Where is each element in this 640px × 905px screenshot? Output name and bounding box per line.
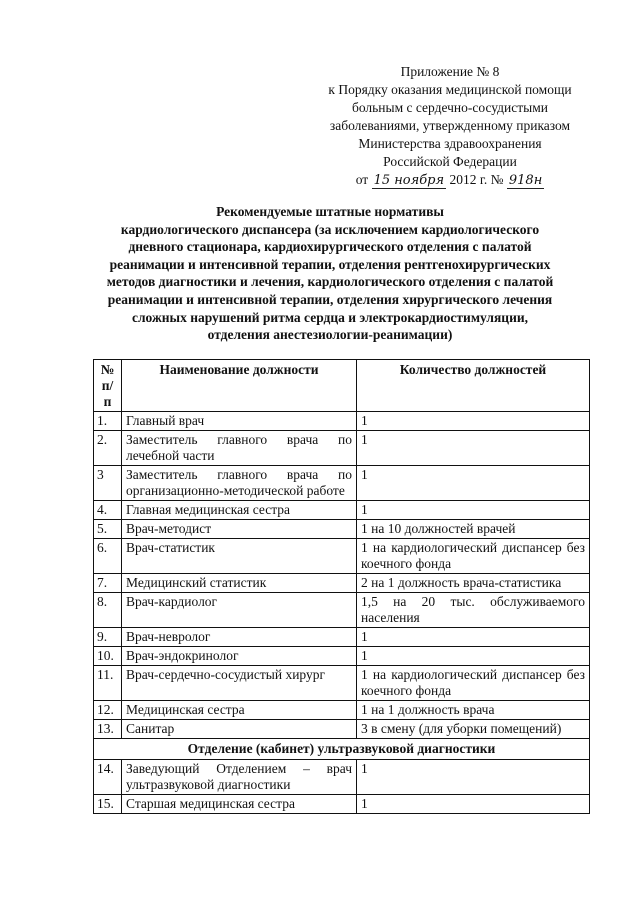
header-num	[94, 360, 122, 412]
title-line: реанимации и интенсивной терапии, отделения рентгенохирургических	[109, 256, 551, 272]
table-row	[94, 520, 590, 539]
table-row	[94, 412, 590, 431]
position-name: Заместитель главного врача по лечебной части	[122, 431, 357, 466]
header-num-pp: п/п	[101, 378, 114, 409]
row-number: 9.	[94, 628, 122, 647]
appendix-header	[300, 63, 600, 190]
position-quantity: 1	[357, 628, 590, 647]
table-row	[94, 666, 590, 701]
position-quantity: 1	[357, 412, 590, 431]
table-header-row	[94, 360, 590, 412]
table-row	[94, 701, 590, 720]
position-name: Заместитель главного врача по организационно-методической работе	[122, 466, 357, 501]
position-quantity: 2 на 1 должность врача-статистика	[357, 574, 590, 593]
title-line: сложных нарушений ритма сердца и электрокардиостимуляции,	[131, 309, 529, 325]
appendix-line: к Порядку оказания медицинской помощи	[328, 82, 572, 97]
table-row	[94, 760, 590, 795]
table-row	[94, 593, 590, 628]
position-name: Врач-невролог	[122, 628, 357, 647]
row-number: 13.	[94, 720, 122, 739]
appendix-line: больным с сердечно-сосудистыми	[351, 100, 549, 115]
position-name: Старшая медицинская сестра	[122, 795, 357, 814]
row-number: 15.	[94, 795, 122, 814]
table-body	[94, 412, 590, 739]
position-name: Медицинский статистик	[122, 574, 357, 593]
position-quantity: 1	[357, 501, 590, 520]
table-row	[94, 501, 590, 520]
section-row	[94, 739, 590, 760]
row-number: 12.	[94, 701, 122, 720]
position-name: Врач-методист	[122, 520, 357, 539]
header-position: Наименование должности	[122, 360, 357, 412]
row-number: 3	[94, 466, 122, 501]
order-date-line	[300, 171, 600, 190]
position-quantity: 1	[357, 760, 590, 795]
table-row	[94, 647, 590, 666]
position-name: Главный врач	[122, 412, 357, 431]
table-row	[94, 466, 590, 501]
position-quantity: 1	[357, 431, 590, 466]
position-name: Медицинская сестра	[122, 701, 357, 720]
handwritten-date: 15 ноября	[373, 173, 445, 188]
section-title: Отделение (кабинет) ультразвуковой диагностики	[94, 739, 590, 760]
position-quantity: 1 на кардиологический диспансер без коечного фонда	[357, 666, 590, 701]
position-name: Заведующий Отделением – врач ультразвуковой диагностики	[122, 760, 357, 795]
position-quantity: 3 в смену (для уборки помещений)	[357, 720, 590, 739]
position-name: Врач-эндокринолог	[122, 647, 357, 666]
table-row	[94, 720, 590, 739]
row-number: 10.	[94, 647, 122, 666]
appendix-line: заболеваниями, утвержденному приказом	[329, 118, 571, 133]
staffing-table	[93, 359, 590, 814]
position-quantity: 1	[357, 466, 590, 501]
row-number: 14.	[94, 760, 122, 795]
title-line: реанимации и интенсивной терапии, отделения хирургического лечения	[107, 291, 553, 307]
position-name: Врач-статистик	[122, 539, 357, 574]
table-row	[94, 574, 590, 593]
position-quantity: 1	[357, 647, 590, 666]
title-line: дневного стационара, кардиохирургического отделения с палатой	[128, 239, 532, 255]
title-line: отделения анестезиологии-реанимации)	[207, 327, 453, 343]
table-row	[94, 539, 590, 574]
header-quantity: Количество должностей	[357, 360, 590, 412]
table-row	[94, 628, 590, 647]
row-number: 7.	[94, 574, 122, 593]
row-number: 5.	[94, 520, 122, 539]
title-line: методов диагностики и лечения, кардиологического отделения с палатой	[106, 274, 554, 290]
position-quantity: 1 на 1 должность врача	[357, 701, 590, 720]
appendix-line: Российской Федерации	[383, 154, 517, 169]
position-name: Главная медицинская сестра	[122, 501, 357, 520]
handwritten-order-number: 918н	[508, 173, 543, 188]
title-line: Рекомендуемые штатные нормативы	[216, 204, 444, 219]
row-number: 1.	[94, 412, 122, 431]
row-number: 8.	[94, 593, 122, 628]
header-num-sign: №	[100, 362, 115, 377]
date-year: 2012 г. №	[449, 172, 504, 187]
table-row	[94, 795, 590, 814]
row-number: 6.	[94, 539, 122, 574]
appendix-number: Приложение № 8	[400, 64, 500, 79]
position-name: Врач-сердечно-сосудистый хирург	[122, 666, 357, 701]
position-quantity: 1 на 10 должностей врачей	[357, 520, 590, 539]
row-number: 4.	[94, 501, 122, 520]
row-number: 11.	[94, 666, 122, 701]
row-number: 2.	[94, 431, 122, 466]
position-quantity: 1	[357, 795, 590, 814]
position-name: Санитар	[122, 720, 357, 739]
table-row	[94, 431, 590, 466]
position-quantity: 1,5 на 20 тыс. обслуживаемого населения	[357, 593, 590, 628]
position-name: Врач-кардиолог	[122, 593, 357, 628]
title-line: кардиологического диспансера (за исключением кардиологического	[120, 221, 540, 237]
section-body	[94, 739, 590, 814]
document-title	[60, 203, 600, 344]
appendix-line: Министерства здравоохранения	[358, 136, 542, 151]
position-quantity: 1 на кардиологический диспансер без коечного фонда	[357, 539, 590, 574]
date-prefix: от	[355, 172, 369, 187]
